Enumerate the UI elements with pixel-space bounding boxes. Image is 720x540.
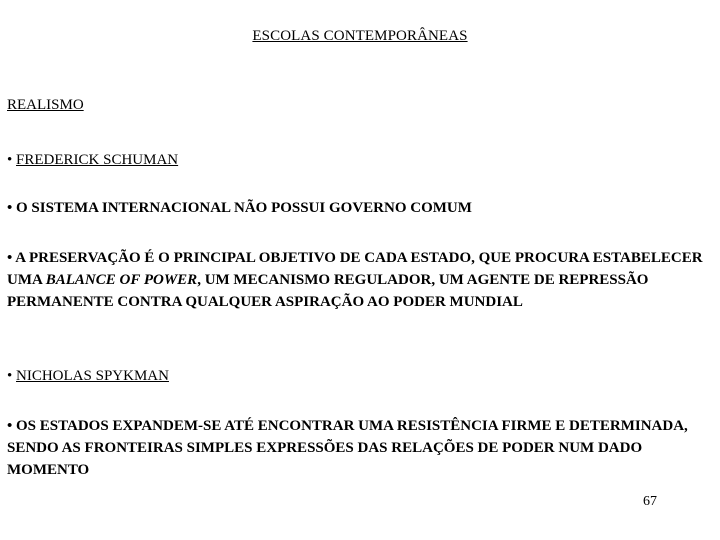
bullet-point-spykman-1	[7, 415, 715, 481]
bullet: •	[7, 152, 13, 168]
bullet-text-italic: BALANCE OF POWER	[45, 272, 198, 288]
slide-title: ESCOLAS CONTEMPORÂNEAS	[252, 28, 468, 44]
bullet: •	[7, 200, 13, 216]
bullet-point-schuman-2	[7, 247, 715, 313]
bullet: •	[7, 250, 13, 266]
bullet-text-part-1: A PRESERVAÇÃO É O PRINCIPAL OBJETIVO DE CADA ESTADO, QUE PROCURA ESTABELECER UMA	[7, 250, 703, 288]
author-name-schuman: FREDERICK SCHUMAN	[16, 152, 179, 168]
bullet-text: O SISTEMA INTERNACIONAL NÃO POSSUI GOVERNO COMUM	[16, 200, 472, 216]
bullet-text-part-2: , UM MECANISMO REGULADOR, UM AGENTE DE REPRESSÃO PERMANENTE CONTRA QUALQUER ASPIRAÇÃO AO PODER MUNDIAL	[7, 272, 649, 310]
section-heading: REALISMO	[7, 97, 84, 113]
author-heading-spykman	[7, 365, 715, 387]
bullet: •	[7, 368, 13, 384]
bullet: •	[7, 418, 13, 434]
bullet-text: OS ESTADOS EXPANDEM-SE ATÉ ENCONTRAR UMA RESISTÊNCIA FIRME E DETERMINADA, SENDO AS FRONTEIRAS SIMPLES EXPRESSÕES DAS RELAÇÕES DE PODER NUM DADO MOMENTO	[7, 418, 688, 478]
author-heading-schuman	[7, 149, 715, 171]
bullet-point-schuman-1	[7, 197, 715, 219]
page-number: 67	[643, 494, 657, 509]
author-name-spykman: NICHOLAS SPYKMAN	[16, 368, 169, 384]
